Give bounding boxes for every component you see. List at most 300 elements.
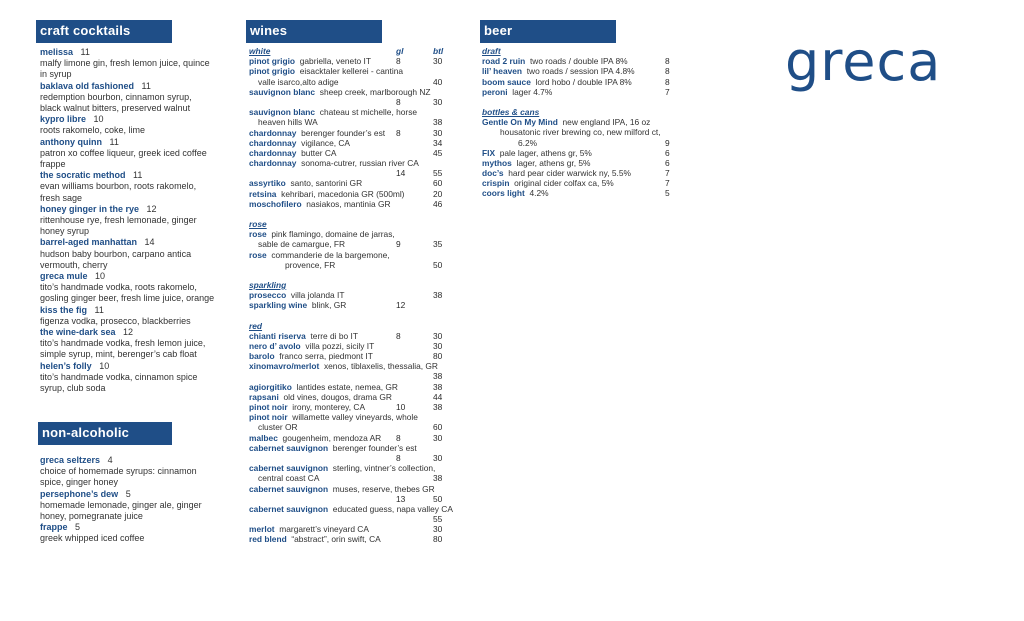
wine-text	[249, 382, 398, 392]
bottle-price: 46	[433, 198, 443, 209]
item-name: melissa	[40, 47, 74, 57]
beer-row	[482, 168, 682, 178]
bottle-price: 35	[433, 239, 443, 250]
wine-row	[249, 484, 479, 494]
beer-description: 6.2%	[518, 137, 538, 148]
menu-item	[40, 170, 240, 204]
item-description: roots rakomelo, coke, lime	[40, 125, 146, 136]
item-price: 10	[95, 271, 106, 282]
item-description: spice, ginger honey	[40, 477, 119, 488]
bottle-price: 60	[433, 178, 443, 189]
item-description: syrup, club soda	[40, 383, 106, 394]
wine-text	[249, 331, 358, 341]
beer-text	[482, 168, 631, 178]
item-header	[40, 455, 240, 466]
wine-row	[249, 361, 479, 371]
bottle-price: 30	[433, 340, 443, 351]
beer-description: hard pear cider warwick ny, 5.5%	[508, 168, 631, 179]
wine-name: assyrtiko	[249, 178, 286, 189]
wine-text	[249, 87, 431, 97]
section-title: red	[249, 320, 263, 331]
beer-row	[482, 188, 682, 198]
menu-item	[40, 237, 240, 271]
wine-row	[249, 77, 479, 87]
item-description: frappe	[40, 159, 66, 170]
item-description: malfy limone gin, fresh lemon juice, quince	[40, 58, 210, 69]
menu-item	[40, 455, 240, 489]
wine-name: cabernet sauvignon	[249, 442, 329, 453]
wine-section-header	[249, 219, 479, 229]
wine-text	[249, 341, 374, 351]
wine-producer: villa jolanda IT	[290, 290, 345, 301]
beer-name: peroni	[482, 86, 508, 97]
glass-price: 8	[396, 127, 401, 138]
item-name: honey ginger in the rye	[40, 203, 140, 214]
wine-row	[249, 148, 479, 158]
beer-price: 7	[665, 168, 670, 179]
wine-text	[249, 189, 404, 199]
item-header	[40, 522, 240, 533]
beer-text	[482, 127, 661, 137]
wine-producer: valle isarco,alto adige	[258, 76, 339, 87]
wine-name: barolo	[249, 351, 275, 362]
item-description: tito’s handmade vodka, fresh lemon juice,	[40, 338, 206, 349]
bottle-price: 30	[433, 96, 443, 107]
wine-row	[249, 300, 479, 310]
wine-row	[249, 168, 479, 178]
wine-producer: muses, reserve, thebes GR	[332, 483, 435, 494]
wine-name: pinot noir	[249, 412, 288, 423]
wine-text	[249, 128, 385, 138]
item-description: tito’s handmade vodka, cinnamon spice	[40, 371, 198, 382]
beer-row	[482, 117, 682, 127]
item-name: anthony quinn	[40, 136, 102, 147]
beer-row	[482, 66, 682, 76]
menu-item	[40, 361, 240, 395]
bottle-price: 38	[433, 473, 443, 484]
beer-name: road 2 ruin	[482, 56, 526, 67]
wine-row	[249, 56, 479, 66]
wine-row	[249, 494, 479, 504]
item-header	[40, 271, 240, 282]
wine-text	[249, 524, 369, 534]
wine-text	[249, 433, 381, 443]
wine-producer: “abstract”, orin swift, CA	[291, 534, 381, 545]
bottle-price: 30	[433, 432, 443, 443]
bottle-price: 30	[433, 330, 443, 341]
wine-row	[249, 239, 479, 249]
beer-text	[482, 158, 590, 168]
item-name: persephone’s dew	[40, 488, 119, 499]
wine-name: chianti riserva	[249, 330, 306, 341]
wine-text	[249, 412, 418, 422]
glass-price: 10	[396, 402, 406, 412]
wine-text	[249, 402, 365, 412]
menu-item	[40, 489, 240, 523]
wine-text	[249, 504, 453, 514]
bottle-price: 38	[433, 290, 443, 301]
item-header	[40, 47, 240, 58]
wine-text	[249, 351, 373, 361]
wine-name: pinot grigio	[249, 56, 296, 67]
beer-text	[482, 87, 552, 97]
glass-price: 14	[396, 168, 406, 179]
beer-name: doc’s	[482, 168, 504, 179]
beer-description: new england IPA, 16 oz	[562, 117, 651, 128]
wine-name: retsina	[249, 188, 277, 199]
item-description: patron xo coffee liqueur, greek iced coffee	[40, 147, 207, 158]
beer-price: 8	[665, 76, 670, 87]
item-name: kypro libre	[40, 114, 87, 125]
beer-row	[482, 87, 682, 97]
wine-name: malbec	[249, 432, 278, 443]
wine-row	[249, 107, 479, 117]
wine-name: pinot grigio	[249, 66, 296, 77]
beer-price: 7	[665, 178, 670, 189]
beer-description: lord hobo / double IPA 8%	[535, 76, 632, 87]
menu-item	[40, 305, 240, 327]
bottle-price: 55	[433, 514, 443, 525]
wine-name: red blend	[249, 534, 287, 545]
beer-price: 8	[665, 66, 670, 77]
beer-price: 8	[665, 56, 670, 67]
wine-producer: irony, monterey, CA	[292, 402, 366, 412]
non-alcoholic-list	[40, 455, 240, 545]
beer-text	[482, 178, 614, 188]
bottle-price: 38	[433, 402, 443, 412]
wine-text	[249, 229, 395, 239]
item-description: honey, pomegranate juice	[40, 511, 143, 522]
wine-name: merlot	[249, 524, 275, 535]
wine-producer: terre di bo IT	[310, 330, 358, 341]
wine-text	[249, 422, 298, 432]
item-header	[40, 204, 240, 215]
beer-name: lil’ heaven	[482, 66, 523, 77]
beer-row	[482, 77, 682, 87]
wine-text	[249, 290, 344, 300]
wine-row	[249, 412, 479, 422]
beer-section-header	[482, 107, 682, 117]
wine-name: pinot noir	[249, 402, 288, 412]
item-price: 10	[93, 114, 104, 125]
beer-text	[482, 66, 635, 76]
wine-name: sauvignon blanc	[249, 107, 316, 118]
wine-row	[249, 250, 479, 260]
bottle-price: 45	[433, 147, 443, 158]
wine-row	[249, 504, 479, 514]
section-title: draft	[482, 46, 501, 56]
beer-row	[482, 56, 682, 66]
wine-name: chardonnay	[249, 147, 297, 158]
wine-producer: heaven hills WA	[258, 117, 318, 128]
wine-row	[249, 433, 479, 443]
item-description: vermouth, cherry	[40, 259, 108, 270]
wine-row	[249, 514, 479, 524]
item-name: kiss the fig	[40, 304, 88, 315]
wine-producer: educated guess, napa valley CA	[332, 503, 453, 514]
item-description: redemption bourbon, cinnamon syrup,	[40, 91, 192, 102]
item-description: evan williams bourbon, roots rakomelo,	[40, 181, 197, 192]
beer-text	[482, 56, 628, 66]
section-title: white	[249, 46, 271, 56]
wine-row	[249, 453, 479, 463]
wine-producer: provence, FR	[285, 259, 336, 270]
wine-row	[249, 189, 479, 199]
item-price: 5	[75, 522, 81, 533]
wine-text	[249, 56, 371, 66]
beer-text	[482, 188, 549, 198]
glass-price: 9	[396, 239, 401, 250]
menu-item	[40, 47, 240, 81]
greca-logo: greca	[785, 30, 942, 93]
beer-name: boom sauce	[482, 76, 531, 87]
item-header	[40, 137, 240, 148]
beer-description: lager, athens gr, 5%	[516, 157, 591, 168]
wine-text	[249, 443, 417, 453]
item-description: in syrup	[40, 69, 72, 80]
item-description: figenza vodka, prosecco, blackberries	[40, 315, 191, 326]
beer-description: 4.2%	[529, 188, 549, 199]
item-header	[40, 237, 240, 248]
wine-producer: eisacktaler kellerei - cantina	[299, 66, 404, 77]
wine-row	[249, 290, 479, 300]
glass-price: 8	[396, 56, 401, 67]
beer-description: housatonic river brewing co, new milford ct,	[500, 127, 661, 138]
wine-producer: central coast CA	[258, 473, 320, 484]
wine-name: agiorgitiko	[249, 381, 292, 392]
bottle-price: 44	[433, 391, 443, 402]
beer-price: 7	[665, 86, 670, 97]
item-name: frappe	[40, 522, 68, 533]
wine-text	[249, 484, 435, 494]
item-price: 11	[109, 136, 119, 147]
beer-row	[482, 148, 682, 158]
item-description: simple syrup, mint, berenger’s cab float	[40, 349, 197, 360]
wine-row	[249, 382, 479, 392]
craft-cocktails-header: craft cocktails	[36, 20, 172, 43]
menu-item	[40, 81, 240, 115]
item-description: choice of homemade syrups: cinnamon	[40, 466, 197, 477]
wine-producer: blink, GR	[311, 300, 347, 311]
btl-column-header: btl	[433, 46, 444, 56]
wine-row	[249, 402, 479, 412]
beer-header: beer	[480, 20, 616, 43]
item-header	[40, 114, 240, 125]
wine-producer: old vines, dougos, drama GR	[283, 391, 392, 402]
wine-row	[249, 87, 479, 97]
wine-name: nero d’ avolo	[249, 340, 301, 351]
wine-row	[249, 128, 479, 138]
wine-name: sparkling wine	[249, 300, 308, 311]
wine-text	[249, 178, 362, 188]
wine-section-header	[249, 280, 479, 290]
wine-row	[249, 158, 479, 168]
wine-producer: sable de camargue, FR	[258, 239, 346, 250]
wine-name: sauvignon blanc	[249, 86, 316, 97]
item-price: 12	[146, 203, 157, 214]
wine-name: rose	[249, 229, 267, 240]
non-alcoholic-header: non-alcoholic	[38, 422, 172, 445]
beer-text	[482, 138, 537, 148]
wine-producer: lantides estate, nemea, GR	[296, 381, 398, 392]
wine-name: chardonnay	[249, 127, 297, 138]
item-price: 11	[141, 80, 151, 91]
bottle-price: 60	[433, 422, 443, 433]
item-description: homemade lemonade, ginger ale, ginger	[40, 499, 202, 510]
bottle-price: 50	[433, 493, 443, 504]
wine-text	[249, 77, 339, 87]
wine-row	[249, 351, 479, 361]
wine-text	[249, 148, 337, 158]
wine-row	[249, 463, 479, 473]
glass-price: 13	[396, 493, 406, 504]
wine-row	[249, 524, 479, 534]
item-description: honey syrup	[40, 226, 90, 237]
bottle-price: 40	[433, 76, 443, 87]
wine-text	[249, 117, 318, 127]
wine-row	[249, 178, 479, 188]
menu-item	[40, 271, 240, 305]
wine-text	[249, 260, 335, 270]
wine-row	[249, 117, 479, 127]
bottle-price: 50	[433, 259, 443, 270]
wine-text	[249, 239, 345, 249]
item-description: tito’s handmade vodka, roots rakomelo,	[40, 282, 197, 293]
item-price: 11	[80, 47, 90, 57]
wine-text	[249, 300, 346, 310]
item-price: 5	[125, 488, 131, 499]
wine-row	[249, 392, 479, 402]
wine-text	[249, 107, 417, 117]
section-title: bottles & cans	[482, 106, 540, 117]
item-header	[40, 327, 240, 338]
menu-item	[40, 114, 240, 136]
bottle-price: 55	[433, 168, 443, 179]
beer-name: coors light	[482, 188, 525, 199]
bottle-price: 80	[433, 351, 443, 362]
wine-name: moschofilero	[249, 198, 302, 209]
item-description: black walnut bitters, preserved walnut	[40, 103, 191, 114]
item-name: barrel-aged manhattan	[40, 237, 138, 248]
bottle-price: 30	[433, 452, 443, 463]
wine-name: xinomavro/merlot	[249, 361, 320, 372]
wine-text	[249, 361, 438, 371]
beer-description: two roads / double IPA 8%	[529, 56, 628, 67]
item-name: helen’s folly	[40, 360, 92, 371]
wine-producer: margarett’s vineyard CA	[279, 524, 369, 535]
wine-row	[249, 331, 479, 341]
wine-row	[249, 371, 479, 381]
item-header	[40, 305, 240, 316]
wine-name: cabernet sauvignon	[249, 483, 329, 494]
glass-price: 8	[396, 96, 401, 107]
bottle-price: 30	[433, 524, 443, 535]
item-description: greek whipped iced coffee	[40, 533, 145, 544]
item-price: 11	[94, 304, 104, 315]
beer-list	[482, 46, 682, 199]
beer-name: mythos	[482, 157, 512, 168]
wine-producer: sonoma-cutrer, russian river CA	[301, 158, 419, 169]
beer-text	[482, 77, 632, 87]
beer-row	[482, 158, 682, 168]
wine-name: rose	[249, 249, 267, 260]
wine-text	[249, 250, 390, 260]
glass-price: 8	[396, 330, 401, 341]
wine-producer: nasiakos, mantinia GR	[306, 198, 391, 209]
beer-row	[482, 127, 682, 137]
beer-description: pale lager, athens gr, 5%	[499, 147, 592, 158]
wine-row	[249, 97, 479, 107]
wine-producer: vigilance, CA	[301, 137, 351, 148]
section-title: sparkling	[249, 279, 287, 290]
item-price: 14	[144, 237, 155, 248]
wine-producer: xenos, tiblaxelis, thessalia, GR	[323, 361, 438, 372]
beer-price: 6	[665, 147, 670, 158]
beer-description: two roads / session IPA 4.8%	[526, 66, 635, 77]
beer-description: original cider colfax ca, 5%	[514, 178, 614, 189]
bottle-price: 30	[433, 127, 443, 138]
bottle-price: 38	[433, 117, 443, 128]
wine-producer: berenger founder’s est	[332, 442, 417, 453]
wine-producer: franco serra, piedmont IT	[279, 351, 373, 362]
wine-name: cabernet sauvignon	[249, 503, 329, 514]
item-price: 11	[133, 170, 143, 181]
beer-name: crispin	[482, 178, 510, 189]
bottle-price: 20	[433, 188, 443, 199]
item-description: hudson baby bourbon, carpano antica	[40, 248, 192, 259]
wine-text	[249, 199, 391, 209]
wine-row	[249, 199, 479, 209]
wine-producer: berenger founder’s est	[301, 127, 386, 138]
menu-item	[40, 522, 240, 544]
beer-price: 5	[665, 188, 670, 199]
beer-text	[482, 117, 650, 127]
bottle-price: 38	[433, 381, 443, 392]
wine-text	[249, 158, 419, 168]
wine-section-header	[249, 46, 479, 56]
wines-list	[249, 46, 479, 545]
wine-row	[249, 260, 479, 270]
wine-producer: commanderie de la bargemone,	[271, 249, 390, 260]
item-description: fresh sage	[40, 192, 83, 203]
wine-row	[249, 422, 479, 432]
item-name: the socratic method	[40, 170, 126, 181]
wine-row	[249, 66, 479, 76]
wine-producer: sterling, vintner’s collection,	[332, 463, 436, 474]
menu-item	[40, 137, 240, 171]
item-description: rittenhouse rye, fresh lemonade, ginger	[40, 215, 197, 226]
wine-row	[249, 473, 479, 483]
wine-text	[249, 534, 381, 544]
cocktails-list	[40, 47, 240, 394]
wine-text	[249, 66, 403, 76]
wines-header: wines	[246, 20, 382, 43]
bottle-price: 30	[433, 56, 443, 67]
bottle-price: 80	[433, 534, 443, 545]
wine-name: chardonnay	[249, 137, 297, 148]
beer-text	[482, 148, 592, 158]
beer-price: 6	[665, 157, 670, 168]
wine-text	[249, 473, 319, 483]
wine-row	[249, 229, 479, 239]
wine-producer: sheep creek, marlborough NZ	[319, 86, 431, 97]
wine-name: cabernet sauvignon	[249, 463, 329, 474]
item-price: 10	[99, 360, 110, 371]
wine-row	[249, 534, 479, 544]
glass-price: 8	[396, 452, 401, 463]
wine-name: prosecco	[249, 290, 287, 301]
item-price: 4	[107, 455, 113, 465]
